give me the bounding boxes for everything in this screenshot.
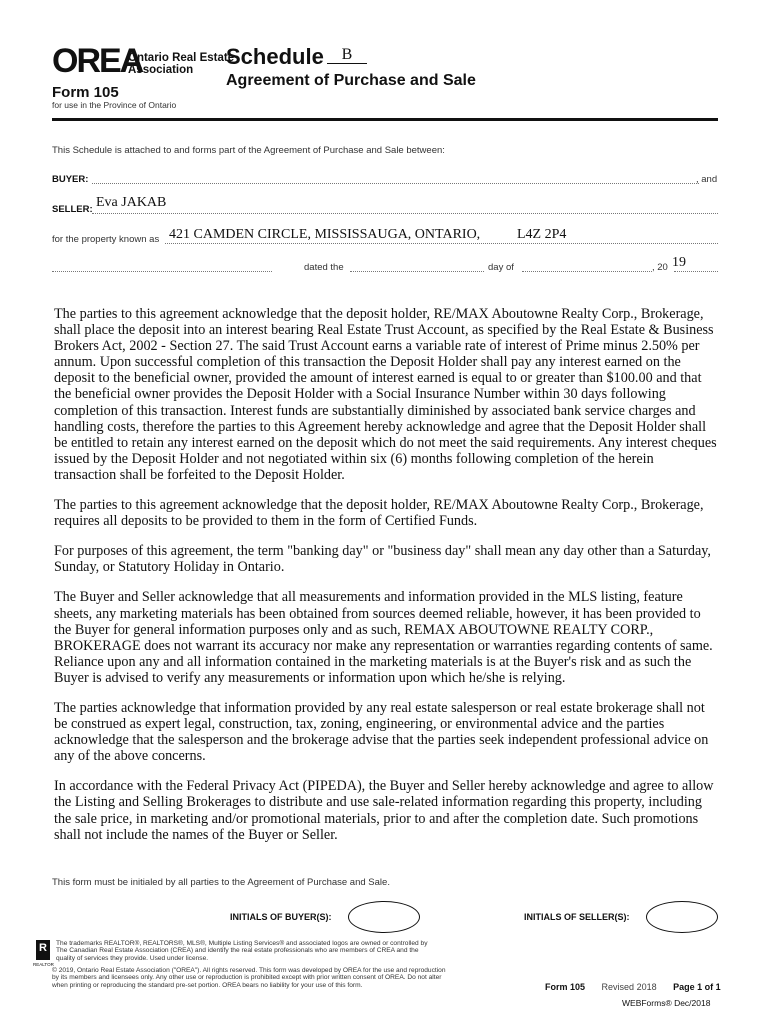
trademark-notice: The trademarks REALTOR®, REALTORS®, MLS®, Multiple Listing Services® and associated logos are owned or controlled by The Canadian Real Estate Association (CREA) and identify the real estate professionals who are members of CREA and the quality of services they provide. Used under license. bbox=[56, 940, 428, 962]
paragraph-deposit-interest: The parties to this agreement acknowledge that the deposit holder, RE/MAX Aboutowne Realty Corp., Brokerage, shall place the deposit into an interest bearing Real Estate Trust Account, as specified by the Real Estate & Business Brokers Act, 2002 - Section 27. The said Trust Account earns a variable rate of interest of Prime minus 2.50% per annum. Upon successful completion of this transaction the Deposit Holder shall pay any interest earned on the deposit to the beneficial owner, provided the amount of interest earned is equal to or greater than $100.00 and that the beneficial owner provides the Deposit Holder with a Social Insurance Number within 30 days following completion of this transaction. Interest funds are substantially diminished by associated bank service charges and handling costs, therefore the parties to this Agreement hereby acknowledge and agree that the Deposit Holder shall be entitled to retain any interest earned on the deposit which do not meet the said requirements. Any interest cheques issued by the Deposit Holder and not negotiated within six (6) months following completion of the herein transaction shall be forfeited to the Deposit Holder. bbox=[54, 306, 717, 483]
buyer-label: BUYER: bbox=[52, 174, 89, 185]
paragraph-certified-funds: The parties to this agreement acknowledge that the deposit holder, RE/MAX Aboutowne Realty Corp., Brokerage, requires all deposits to be provided to them in the form of Certified Funds. bbox=[54, 497, 704, 530]
dated-label: dated the bbox=[304, 262, 344, 273]
property-label: for the property known as bbox=[52, 234, 160, 245]
initials-note: This form must be initialed by all parties to the Agreement of Purchase and Sale. bbox=[52, 877, 390, 888]
seller-row bbox=[52, 195, 718, 217]
seller-label: SELLER: bbox=[52, 204, 93, 215]
date-row bbox=[52, 255, 718, 276]
header-divider bbox=[52, 118, 718, 121]
schedule-title: Schedule bbox=[226, 44, 324, 69]
buyer-field[interactable] bbox=[92, 174, 699, 184]
buyer-row bbox=[52, 174, 718, 188]
buyer-initials-label: INITIALS OF BUYER(S): bbox=[230, 912, 332, 922]
schedule-letter-field[interactable]: B bbox=[327, 46, 367, 64]
intro-text: This Schedule is attached to and forms part of the Agreement of Purchase and Sale between: bbox=[52, 145, 445, 156]
property-address: 421 CAMDEN CIRCLE, MISSISSAUGA, ONTARIO, bbox=[169, 227, 481, 242]
seller-initials-oval[interactable] bbox=[646, 901, 718, 933]
orea-logo: OREA bbox=[52, 42, 143, 80]
agreement-title: Agreement of Purchase and Sale bbox=[226, 72, 476, 89]
schedule-body bbox=[54, 306, 718, 857]
realtor-word: REALTOR bbox=[33, 962, 54, 967]
property-row bbox=[52, 227, 718, 248]
seller-initials-label: INITIALS OF SELLER(S): bbox=[524, 912, 630, 922]
footer-form-info bbox=[545, 982, 721, 992]
paragraph-banking-day: For purposes of this agreement, the term "banking day" or "business day" shall mean any day other than a Saturday, Sunday, or Statutory Holiday in Ontario. bbox=[54, 543, 711, 576]
footer-page: Page 1 of 1 bbox=[673, 982, 721, 992]
blank-field[interactable] bbox=[52, 262, 272, 272]
webforms-label: WEBForms® Dec/2018 bbox=[622, 998, 711, 1008]
footer-form-number: Form 105 bbox=[545, 982, 586, 992]
dated-field[interactable] bbox=[350, 262, 484, 272]
buyer-initials-oval[interactable] bbox=[348, 901, 420, 933]
footer-revised: Revised 2018 bbox=[601, 982, 657, 992]
property-postal-code: L4Z 2P4 bbox=[517, 227, 567, 242]
form-number: Form 105 bbox=[52, 84, 119, 101]
copyright-notice: © 2019, Ontario Real Estate Association ("OREA"). All rights reserved. This form was developed by OREA for the use and reproduction by its members and licensees only. Any other use or reproduction is prohibited except with prior written consent of OREA. Do not alter when printing or reproducing the standard pre-set portion. OREA bears no liability for your use of this form. bbox=[52, 967, 446, 989]
year-prefix: , 20 bbox=[652, 262, 668, 273]
org-name-line2: Association bbox=[128, 64, 194, 76]
paragraph-professional-advice: The parties acknowledge that information provided by any real estate salesperson or real estate brokerage shall not be construed as expert legal, construction, tax, zoning, engineering, or environmental advice and the parties acknowledge that the salesperson and the brokerage advise that the parties seek independent professional advice on any of the above concerns. bbox=[54, 699, 709, 765]
year-value: 19 bbox=[672, 255, 686, 270]
seller-value: Eva JAKAB bbox=[96, 195, 167, 210]
org-name bbox=[128, 52, 234, 76]
paragraph-measurements: The Buyer and Seller acknowledge that all measurements and information provided in the MLS listing, feature sheets, any marketing materials has been obtained from sources deemed reliable, however, it has been provided to the Buyer for general information purposes only and as such, REMAX ABOUTOWNE REALTY CORP., BROKERAGE does not warrant its accuracy nor make any representation or warranties regarding contents of same. Reliance upon any and all information contained in the marketing materials is at the Buyer's risk and as such the Buyer is advised to verify any measurements or information upon which he/she is relying. bbox=[54, 589, 713, 686]
realtor-logo-icon bbox=[36, 940, 50, 960]
day-of-field[interactable] bbox=[522, 262, 652, 272]
day-of-label: day of bbox=[488, 262, 514, 273]
form-subtitle: for use in the Province of Ontario bbox=[52, 100, 177, 110]
org-name-line1: Ontario Real Estate bbox=[128, 52, 235, 64]
buyer-suffix: , and bbox=[696, 174, 718, 185]
seller-field[interactable] bbox=[92, 204, 718, 214]
paragraph-privacy: In accordance with the Federal Privacy Act (PIPEDA), the Buyer and Seller hereby acknowledge and agree to allow the Listing and Selling Brokerages to distribute and use sale-related information regarding this property, including the sale price, in marketing and/or promotional materials, prior to and after the completion date. Such promotions shall not include the names of the Buyer or Seller. bbox=[54, 778, 714, 843]
